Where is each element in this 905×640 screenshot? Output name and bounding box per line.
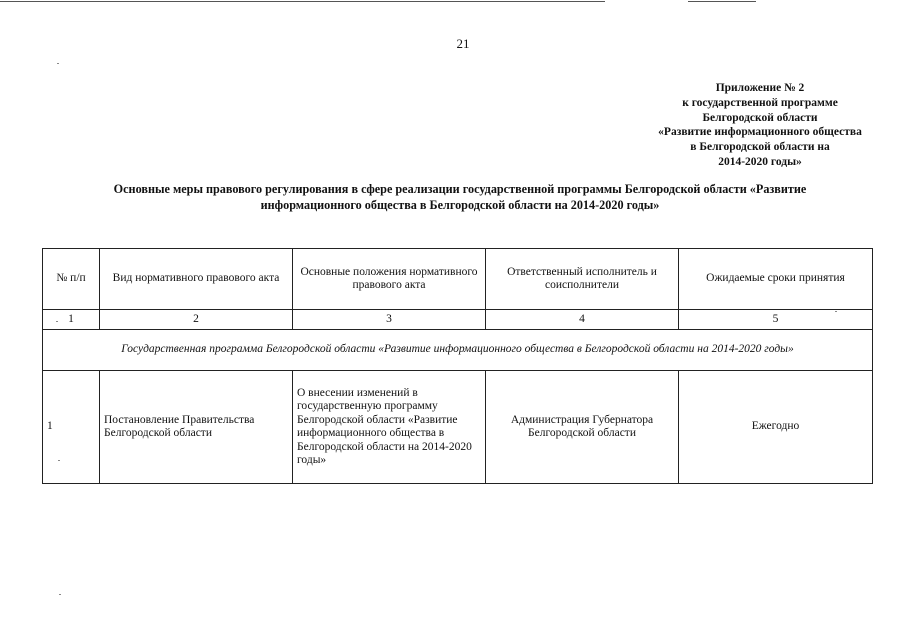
appendix-line: «Развитие информационного общества xyxy=(658,126,862,139)
column-number-row xyxy=(43,310,873,330)
row-number: 1 xyxy=(43,371,100,484)
appendix-block xyxy=(610,81,905,170)
header-cell-number: № п/п xyxy=(43,249,100,310)
column-number: 5 xyxy=(679,310,873,330)
heading-line: Основные меры правового регулирования в сфере реализации государственной программы Белгородской области «Развитие xyxy=(113,182,807,196)
appendix-line: 2014-2020 годы» xyxy=(718,155,802,168)
column-number: 2 xyxy=(100,310,293,330)
header-cell-responsible: Ответственный исполнитель и соисполнители xyxy=(486,249,679,310)
header-cell-act-type: Вид нормативного правового акта xyxy=(100,249,293,310)
column-number: 3 xyxy=(293,310,486,330)
measures-table xyxy=(42,248,873,484)
row-deadline: Ежегодно xyxy=(679,371,873,484)
header-row xyxy=(43,249,873,310)
column-number: 4 xyxy=(486,310,679,330)
row-responsible: Администрация Губернатора Белгородской области xyxy=(486,371,679,484)
section-title: Государственная программа Белгородской области «Развитие информационного общества в Белгородской области на 2014-2020 годы» xyxy=(43,330,873,371)
heading-line: информационного общества в Белгородской области на 2014-2020 годы» xyxy=(260,197,660,212)
scan-speck xyxy=(835,311,837,312)
row-provisions: О внесении изменений в государственную программу Белгородской области «Развитие информационного общества в Белгородской области на 2014-2020 годы» xyxy=(293,371,486,484)
scan-speck xyxy=(56,321,58,322)
section-row xyxy=(43,330,873,371)
top-rule-left xyxy=(0,1,605,2)
top-rule-right xyxy=(688,1,756,2)
row-act-type: Постановление Правительства Белгородской области xyxy=(100,371,293,484)
appendix-line: Белгородской области xyxy=(702,111,818,124)
header-cell-deadline: Ожидаемые сроки принятия xyxy=(679,249,873,310)
document-heading xyxy=(50,182,870,213)
scan-speck xyxy=(59,594,61,595)
header-cell-provisions: Основные положения нормативного правового акта xyxy=(293,249,486,310)
page-number: 21 xyxy=(456,36,470,51)
appendix-line: в Белгородской области на xyxy=(690,141,830,154)
column-number: 1 xyxy=(43,310,100,330)
table-row xyxy=(43,371,873,484)
scan-speck xyxy=(57,63,59,64)
appendix-line: Приложение № 2 xyxy=(715,82,805,94)
scan-speck xyxy=(58,460,60,461)
appendix-line: к государственной программе xyxy=(682,96,838,109)
